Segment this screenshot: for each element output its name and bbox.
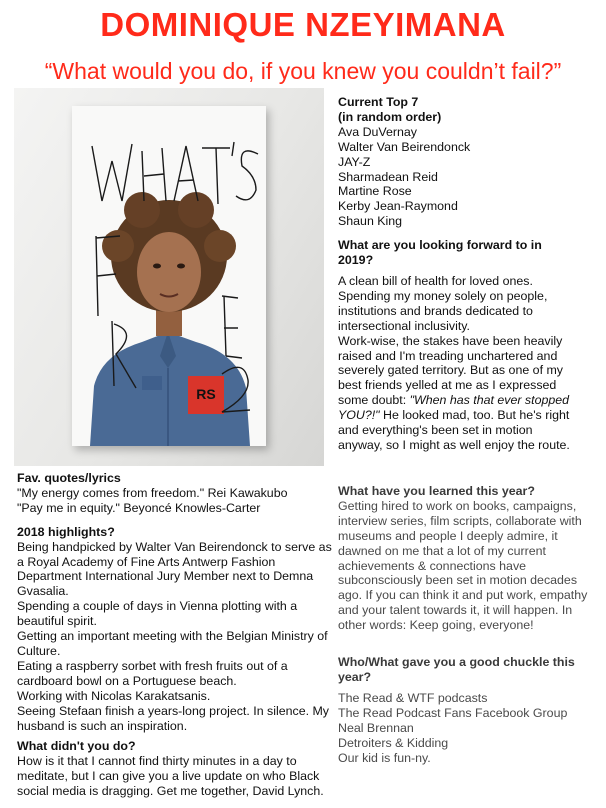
eye-right: [177, 264, 185, 269]
quote-item: "My energy comes from freedom." Rei Kawakubo: [17, 485, 288, 500]
left-bottom-column: [17, 471, 335, 799]
learned-text: Getting hired to work on books, campaigns, interview series, film scripts, collaborate with museums and people I deeply admire, it dawned on me that a lot of my current achievements & connections have subconsciously been set in motion decades ago. If you can think it and put work, empathy and your talent towards it, it will happen. In other words: Keep going, everyone!: [338, 498, 588, 633]
hair-curl: [178, 192, 214, 228]
list-item: Martine Rose: [338, 184, 412, 199]
list-item: Neal Brennan: [338, 720, 414, 735]
list-item: The Read & WTF podcasts: [338, 690, 488, 705]
top7-list: [338, 125, 588, 229]
list-item: JAY-Z: [338, 154, 371, 169]
learned-heading: What have you learned this year?: [338, 484, 535, 498]
list-item: Ava DuVernay: [338, 124, 417, 139]
forward-quote: "When has that ever stopped YOU?!": [338, 393, 570, 423]
right-bottom-column: [338, 484, 590, 765]
top7-section: [338, 95, 588, 453]
hair-curl: [204, 230, 236, 262]
didnt-text: How is it that I cannot find thirty minutes in a day to meditate, but I can give you a live update on who Black social media is dragging. Get me together, David Lynch.: [17, 754, 324, 799]
forward-text-end: He looked mad, too. But he's right and everything's been set in motion anyway, so I might as well enjoy the route.: [338, 408, 570, 452]
hair-curl: [124, 192, 160, 228]
top7-subheading: (in random order): [338, 109, 442, 124]
list-item: Sharmadean Reid: [338, 169, 438, 184]
forward-paragraph-2: [338, 334, 570, 453]
highlight-item: Spending a couple of days in Vienna plotting with a beautiful spirit.: [17, 599, 298, 629]
quotes-heading: Fav. quotes/lyrics: [17, 471, 121, 485]
list-item: Kerby Jean-Raymond: [338, 199, 458, 214]
eye-left: [153, 264, 161, 269]
list-item: The Read Podcast Fans Facebook Group: [338, 705, 568, 720]
forward-heading: What are you looking forward to in 2019?: [338, 238, 542, 268]
forward-paragraph-1: A clean bill of health for loved ones. Spending my money solely on people, institutions and brands dedicated to intersectional inclusivity.: [338, 273, 548, 333]
portrait-illustration: [72, 106, 266, 446]
forward-text-start: Work-wise, the stakes have been heavily raised and I'm treading unchartered and severely gated territory. But as one of my best friends yelled at me as I expressed some doubt:: [338, 333, 563, 408]
highlight-item: Being handpicked by Walter Van Beirendonck to serve as a Royal Academy of Fine Arts Antwerp Fashion Department International Jury Member next to Demna Gvasalia.: [17, 539, 332, 599]
portrait-photo: [14, 88, 324, 466]
list-item: Detroiters & Kidding: [338, 735, 449, 750]
face: [137, 232, 201, 312]
poster: [72, 106, 266, 446]
quote-item: "Pay me in equity." Beyoncé Knowles-Carter: [17, 500, 261, 515]
list-item: Our kid is fun-ny.: [338, 750, 431, 765]
chuckle-list: [338, 691, 590, 766]
badge-text: RS: [196, 386, 216, 402]
top7-heading: Current Top 7: [338, 95, 419, 109]
highlight-item: Seeing Stefaan finish a years-long project. In silence. My husband is such an inspiration.: [17, 703, 329, 733]
list-item: Walter Van Beirendonck: [338, 139, 471, 154]
shirt-pocket: [142, 376, 162, 390]
hair-curl: [102, 230, 134, 262]
didnt-heading: What didn't you do?: [17, 739, 136, 754]
highlight-item: Working with Nicolas Karakatsanis.: [17, 688, 211, 703]
highlight-item: Eating a raspberry sorbet with fresh fruits out of a cardboard bowl on a Portuguese beach.: [17, 658, 288, 688]
highlight-item: Getting an important meeting with the Belgian Ministry of Culture.: [17, 629, 328, 658]
page-title: DOMINIQUE NZEYIMANA: [100, 6, 506, 43]
list-item: Shaun King: [338, 214, 403, 229]
highlights-heading: 2018 highlights?: [17, 524, 115, 539]
chuckle-heading: Who/What gave you a good chuckle this year?: [338, 655, 575, 684]
headline-quote: “What would you do, if you knew you couldn’t fail?”: [44, 58, 562, 84]
